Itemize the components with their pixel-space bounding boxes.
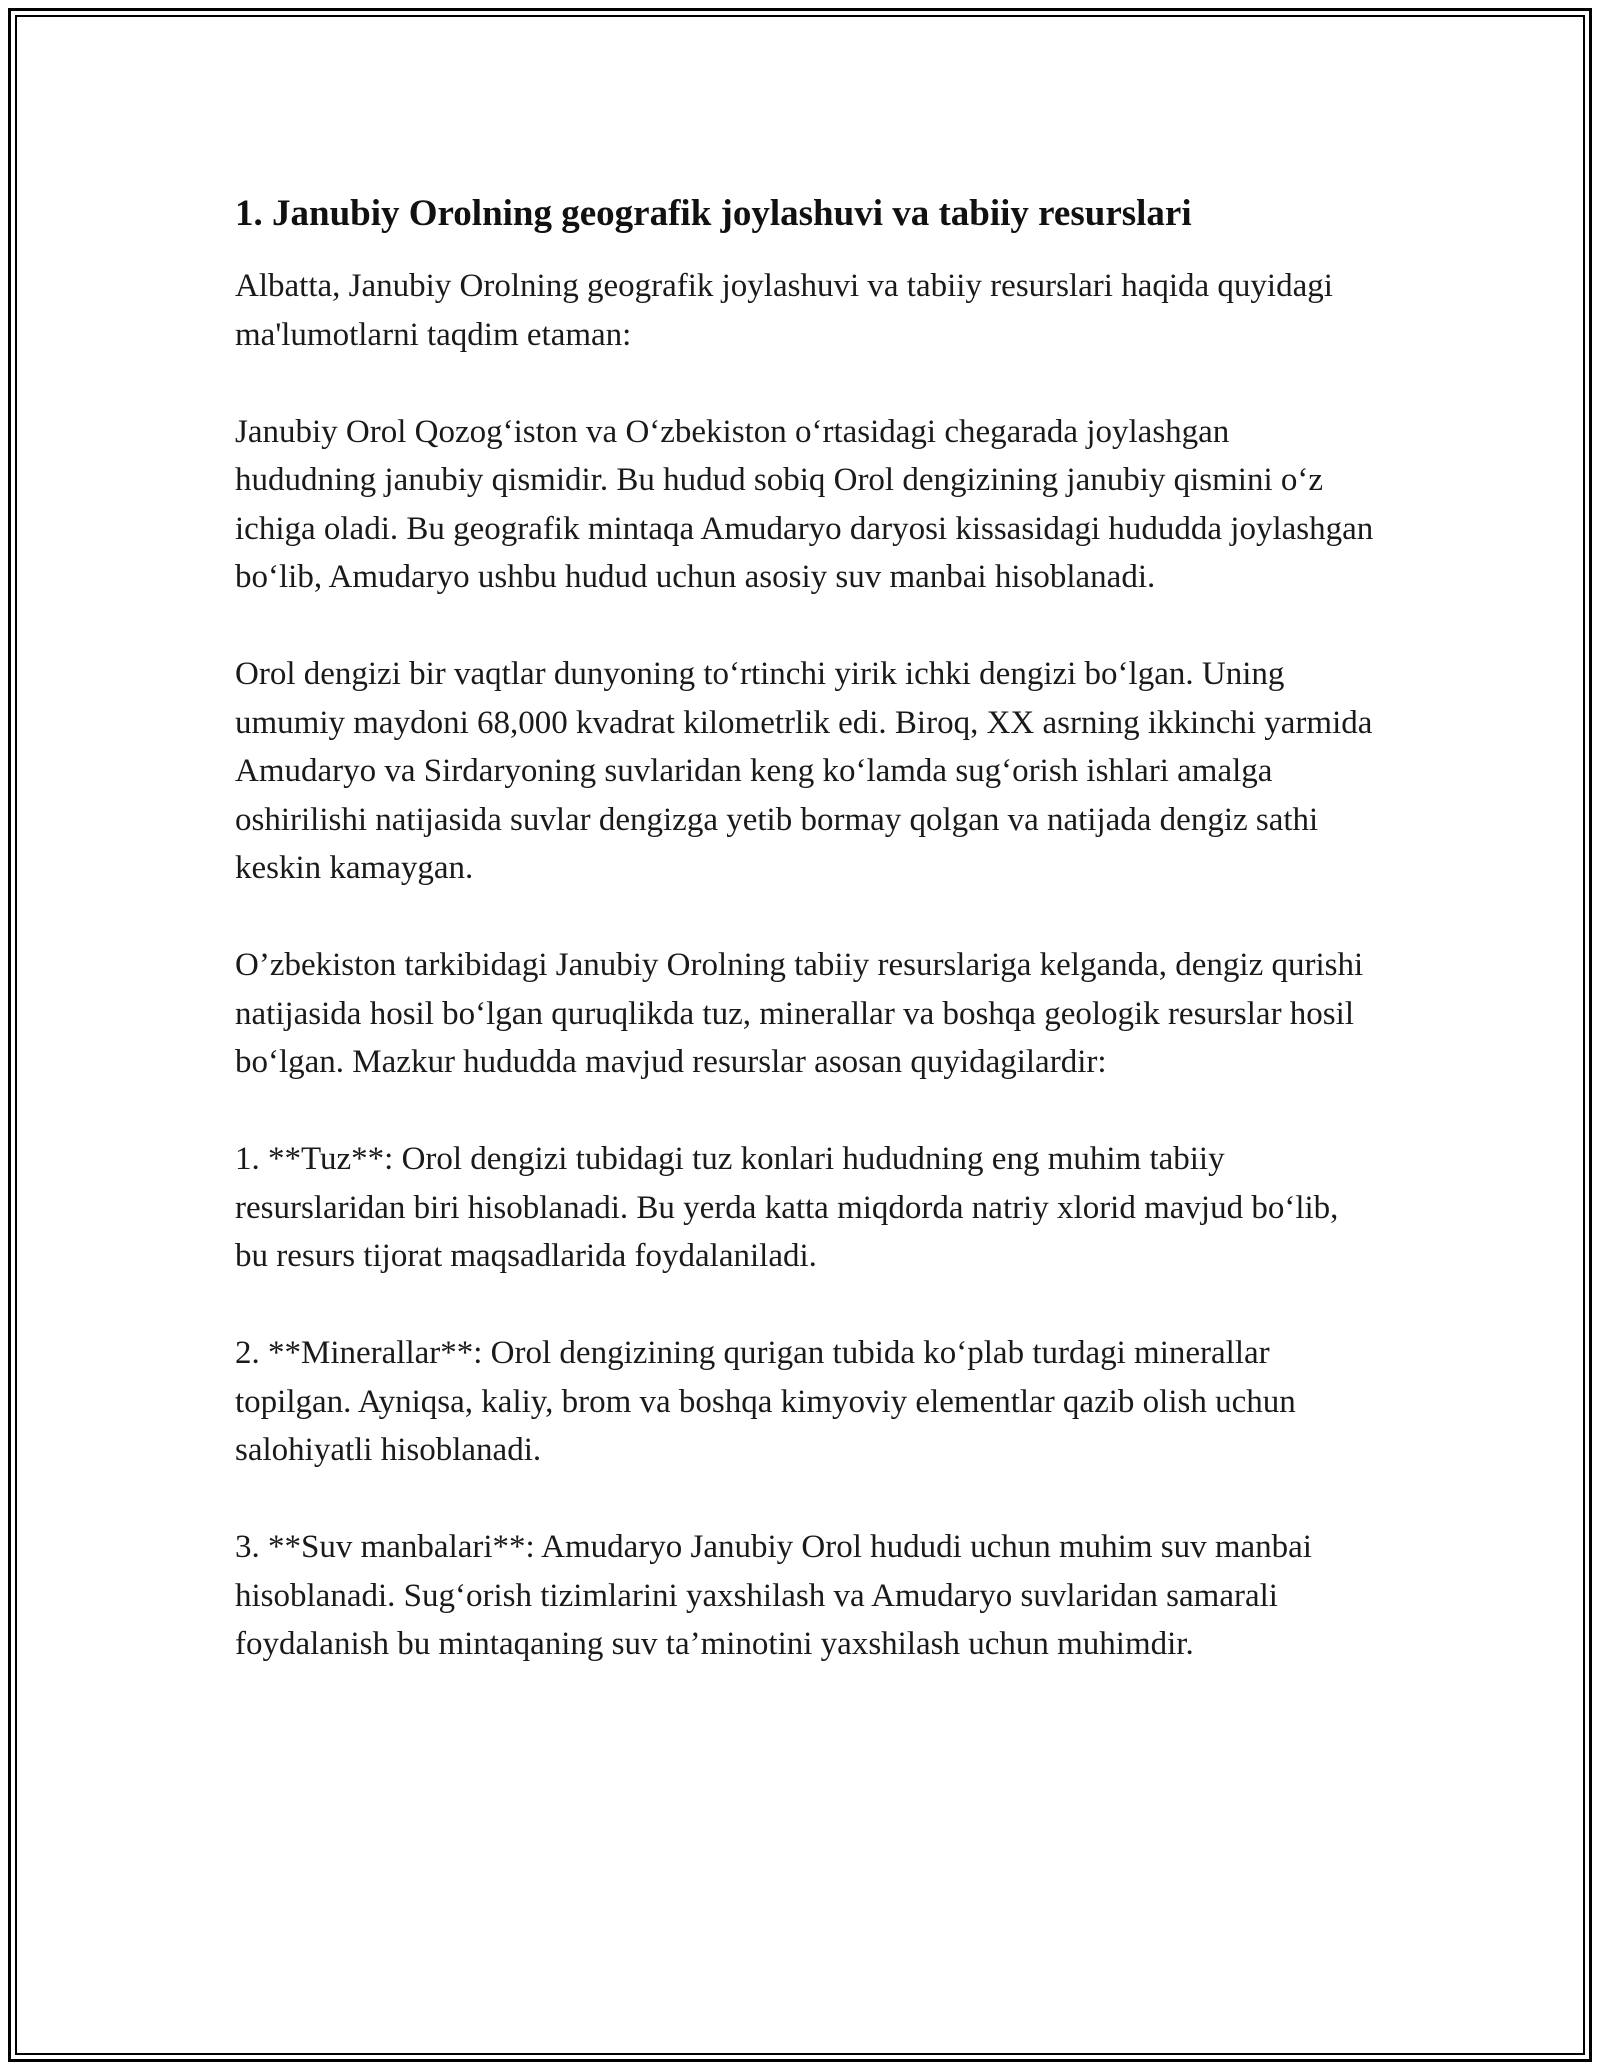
resources-intro-paragraph: O’zbekiston tarkibidagi Janubiy Orolning tabiiy resurslariga kelganda, dengiz qurishi natijasida hosil bo‘lgan quruqlikda tuz, minerallar va boshqa geologik resurslar hosil bo‘lgan. Mazkur hududda mavjud resurslar asosan quyidagilardir: — [235, 947, 1364, 1080]
list-item-water-sources: 3. **Suv manbalari**: Amudaryo Janubiy Orol hududi uchun muhim suv manbai hisoblanadi. Sug‘orish tizimlarini yaxshilash va Amudaryo suvlaridan samarali foydalanish bu mintaqaning suv ta’minotini yaxshilash uchun muhimdir. — [235, 1529, 1312, 1662]
list-item-minerals: 2. **Minerallar**: Orol dengizining qurigan tubida ko‘plab turdagi minerallar topilgan. Ayniqsa, kaliy, brom va boshqa kimyoviy elementlar qazib olish uchun salohiyatli hisoblanadi. — [235, 1335, 1296, 1468]
list-item-salt: 1. **Tuz**: Orol dengizi tubidagi tuz konlari hududning eng muhim tabiiy resurslaridan biri hisoblanadi. Bu yerda katta miqdorda natriy xlorid mavjud bo‘lib, bu resurs tijorat maqsadlarida foydalaniladi. — [235, 1141, 1339, 1274]
location-paragraph: Janubiy Orol Qozog‘iston va O‘zbekiston o‘rtasidagi chegarada joylashgan hududning janubiy qismidir. Bu hudud sobiq Orol dengizining janubiy qismini o‘z ichiga oladi. Bu geografik mintaqa Amudaryo daryosi kissasidagi hududda joylashgan bo‘lib, Amudaryo ushbu hudud uchun asosiy suv manbai hisoblanadi. — [235, 413, 1374, 595]
document-heading: 1. Janubiy Orolning geografik joylashuvi va tabiiy resurslari — [235, 193, 1192, 234]
document-body — [235, 190, 1375, 1717]
intro-paragraph: Albatta, Janubiy Orolning geografik joylashuvi va tabiiy resurslari haqida quyidagi ma'lumotlarni taqdim etaman: — [235, 268, 1333, 353]
history-paragraph: Orol dengizi bir vaqtlar dunyoning to‘rtinchi yirik ichki dengizi bo‘lgan. Uning umumiy maydoni 68,000 kvadrat kilometrlik edi. Biroq, XX asrning ikkinchi yarmida Amudaryo va Sirdaryoning suvlaridan keng ko‘lamda sug‘orish ishlari amalga oshirilishi natijasida suvlar dengizga yetib bormay qolgan va natijada dengiz sathi keskin kamaygan. — [235, 656, 1373, 886]
